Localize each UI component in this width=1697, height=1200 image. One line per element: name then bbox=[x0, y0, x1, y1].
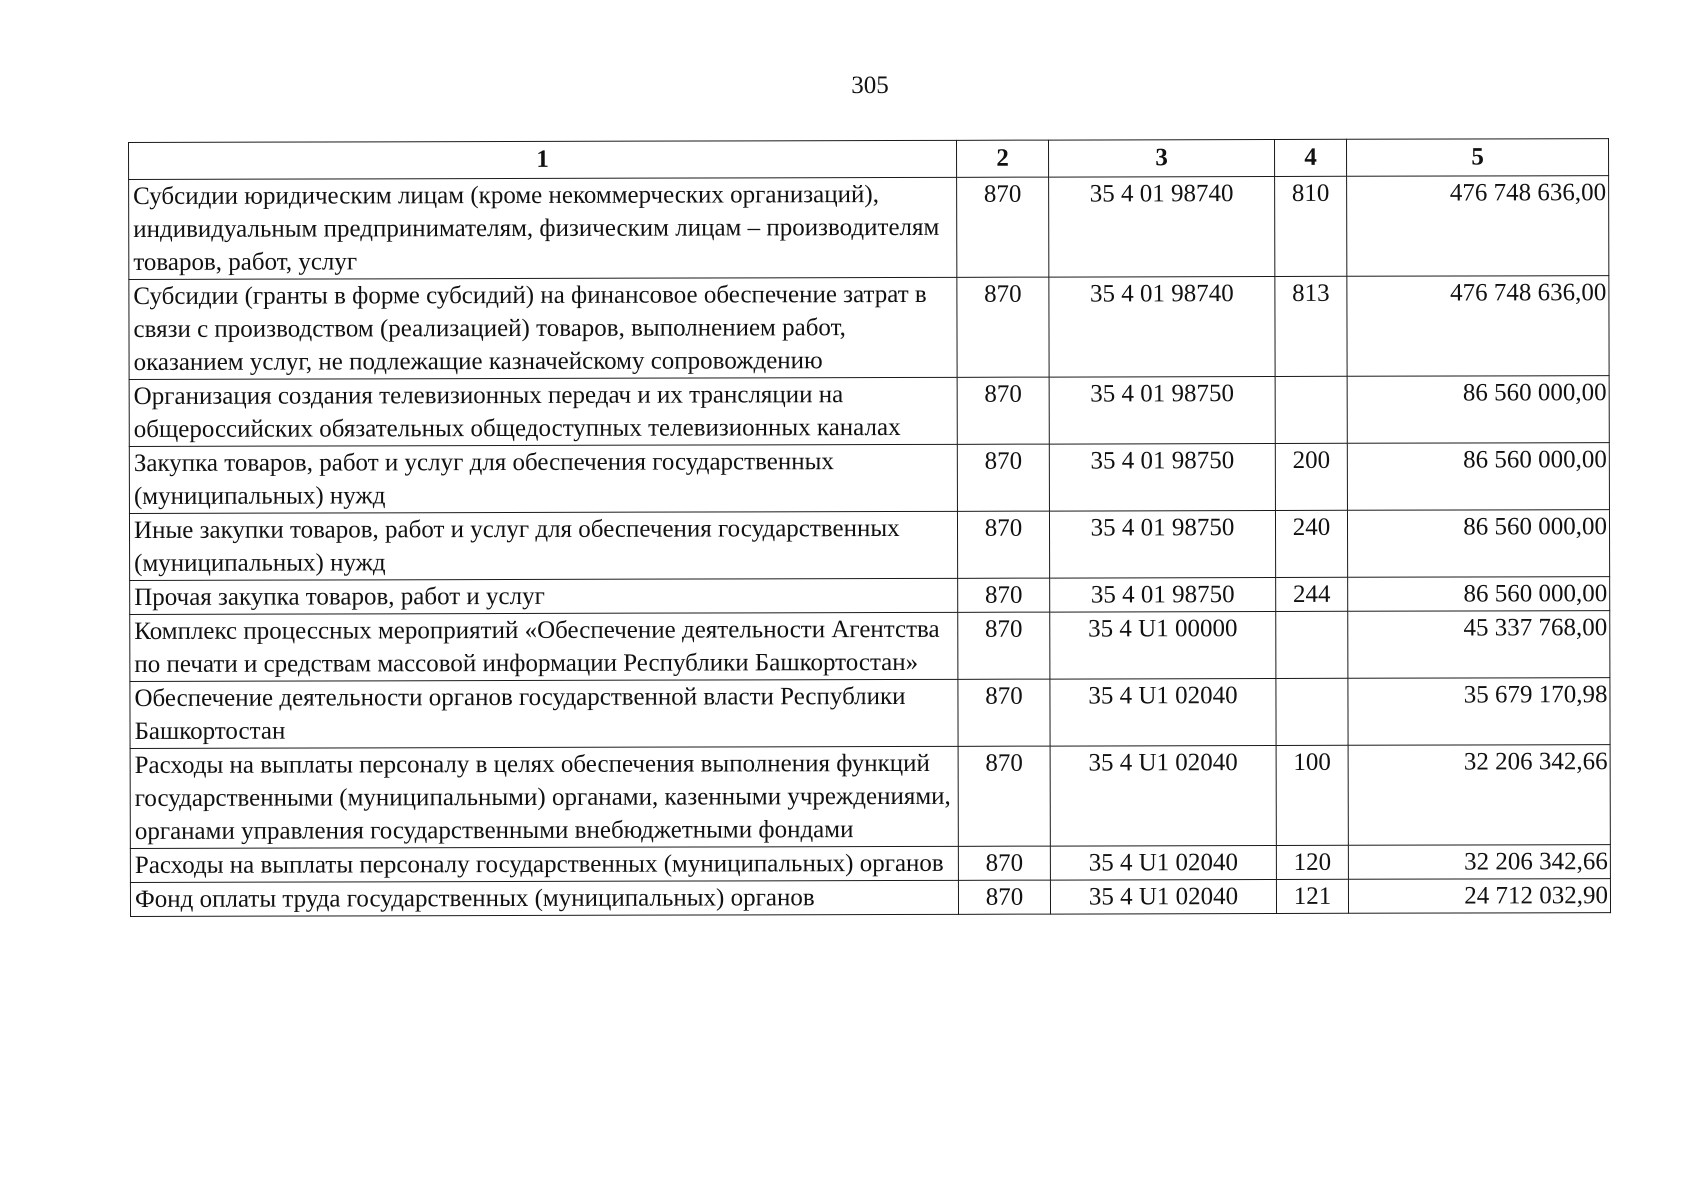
admin-code-cell: 870 bbox=[957, 277, 1049, 377]
target-article-cell: 35 4 01 98750 bbox=[1049, 510, 1275, 578]
target-article-cell: 35 4 01 98750 bbox=[1049, 443, 1275, 511]
amount-cell: 24 712 032,90 bbox=[1348, 879, 1610, 914]
expense-name-cell: Иные закупки товаров, работ и услуг для обеспечения государственных (муниципальных) нужд bbox=[129, 511, 957, 580]
column-header-4: 4 bbox=[1274, 139, 1346, 176]
expense-kind-cell: 100 bbox=[1276, 745, 1348, 845]
table-row bbox=[129, 176, 1609, 280]
admin-code-cell: 870 bbox=[958, 612, 1050, 679]
table-header-row bbox=[129, 139, 1609, 180]
expense-kind-cell: 121 bbox=[1276, 879, 1348, 913]
expense-kind-cell bbox=[1275, 376, 1347, 443]
admin-code-cell: 870 bbox=[958, 746, 1050, 846]
expense-name-cell: Закупка товаров, работ и услуг для обеспечения государственных (муниципальных) нужд bbox=[129, 444, 957, 513]
expense-kind-cell: 120 bbox=[1276, 845, 1348, 879]
table-row bbox=[130, 879, 1610, 917]
column-header-5: 5 bbox=[1346, 139, 1608, 177]
amount-cell: 476 748 636,00 bbox=[1347, 176, 1609, 277]
expense-name-cell: Субсидии (гранты в форме субсидий) на финансовое обеспечение затрат в связи с производством (реализацией) товаров, выполнением работ, оказанием услуг, не подлежащие казначейскому сопровождению bbox=[129, 277, 957, 379]
table-row bbox=[130, 678, 1610, 749]
target-article-cell: 35 4 01 98750 bbox=[1049, 376, 1275, 444]
table-row bbox=[129, 376, 1609, 447]
target-article-cell: 35 4 U1 02040 bbox=[1050, 678, 1276, 746]
expense-kind-cell: 810 bbox=[1275, 176, 1347, 276]
admin-code-cell: 870 bbox=[958, 846, 1050, 880]
admin-code-cell: 870 bbox=[958, 578, 1050, 612]
expense-name-cell: Прочая закупка товаров, работ и услуг bbox=[130, 578, 958, 614]
expense-kind-cell: 200 bbox=[1275, 443, 1347, 510]
expense-kind-cell bbox=[1276, 678, 1348, 745]
target-article-cell: 35 4 U1 02040 bbox=[1050, 879, 1276, 914]
expense-name-cell: Субсидии юридическим лицам (кроме некоммерческих организаций), индивидуальным предпринимателям, физическим лицам – производителям товаров, работ, услуг bbox=[129, 177, 957, 279]
table-body bbox=[129, 176, 1611, 917]
expense-name-cell: Обеспечение деятельности органов государственной власти Республики Башкортостан bbox=[130, 679, 958, 748]
expense-name-cell: Комплекс процессных мероприятий «Обеспечение деятельности Агентства по печати и средствам массовой информации Республики Башкортостан» bbox=[130, 612, 958, 681]
amount-cell: 86 560 000,00 bbox=[1347, 443, 1609, 511]
admin-code-cell: 870 bbox=[957, 444, 1049, 511]
amount-cell: 86 560 000,00 bbox=[1347, 376, 1609, 444]
budget-table bbox=[128, 138, 1611, 917]
table-row bbox=[130, 611, 1610, 682]
expense-name-cell: Организация создания телевизионных передач и их трансляции на общероссийских обязательных общедоступных телевизионных каналах bbox=[129, 377, 957, 446]
amount-cell: 32 206 342,66 bbox=[1348, 845, 1610, 880]
admin-code-cell: 870 bbox=[958, 679, 1050, 746]
table-row bbox=[129, 510, 1609, 581]
admin-code-cell: 870 bbox=[958, 880, 1050, 914]
table-row bbox=[130, 745, 1610, 849]
admin-code-cell: 870 bbox=[957, 177, 1049, 277]
amount-cell: 45 337 768,00 bbox=[1348, 611, 1610, 679]
table-row bbox=[129, 276, 1609, 380]
amount-cell: 476 748 636,00 bbox=[1347, 276, 1609, 377]
expense-kind-cell: 240 bbox=[1275, 510, 1347, 577]
admin-code-cell: 870 bbox=[957, 377, 1049, 444]
table-row bbox=[130, 845, 1610, 883]
amount-cell: 86 560 000,00 bbox=[1347, 510, 1609, 578]
table-row bbox=[130, 577, 1610, 615]
target-article-cell: 35 4 01 98740 bbox=[1049, 276, 1275, 377]
amount-cell: 35 679 170,98 bbox=[1348, 678, 1610, 746]
page-number: 305 bbox=[851, 72, 889, 99]
expense-kind-cell bbox=[1276, 611, 1348, 678]
target-article-cell: 35 4 01 98740 bbox=[1049, 176, 1275, 277]
admin-code-cell: 870 bbox=[957, 511, 1049, 578]
target-article-cell: 35 4 U1 02040 bbox=[1050, 845, 1276, 880]
expense-kind-cell: 244 bbox=[1276, 577, 1348, 611]
table-row bbox=[129, 443, 1609, 514]
target-article-cell: 35 4 01 98750 bbox=[1050, 577, 1276, 612]
amount-cell: 86 560 000,00 bbox=[1348, 577, 1610, 612]
amount-cell: 32 206 342,66 bbox=[1348, 745, 1610, 846]
expense-name-cell: Расходы на выплаты персоналу в целях обеспечения выполнения функций государственными (муниципальными) органами, казенными учреждениями, органами управления государственными внебюджетными фондами bbox=[130, 746, 958, 848]
expense-name-cell: Расходы на выплаты персоналу государственных (муниципальных) органов bbox=[130, 846, 958, 882]
target-article-cell: 35 4 U1 02040 bbox=[1050, 745, 1276, 846]
column-header-1: 1 bbox=[129, 140, 957, 179]
expense-kind-cell: 813 bbox=[1275, 276, 1347, 376]
column-header-2: 2 bbox=[956, 140, 1048, 177]
target-article-cell: 35 4 U1 00000 bbox=[1050, 611, 1276, 679]
expense-name-cell: Фонд оплаты труда государственных (муниципальных) органов bbox=[130, 880, 958, 916]
column-header-3: 3 bbox=[1048, 139, 1274, 177]
